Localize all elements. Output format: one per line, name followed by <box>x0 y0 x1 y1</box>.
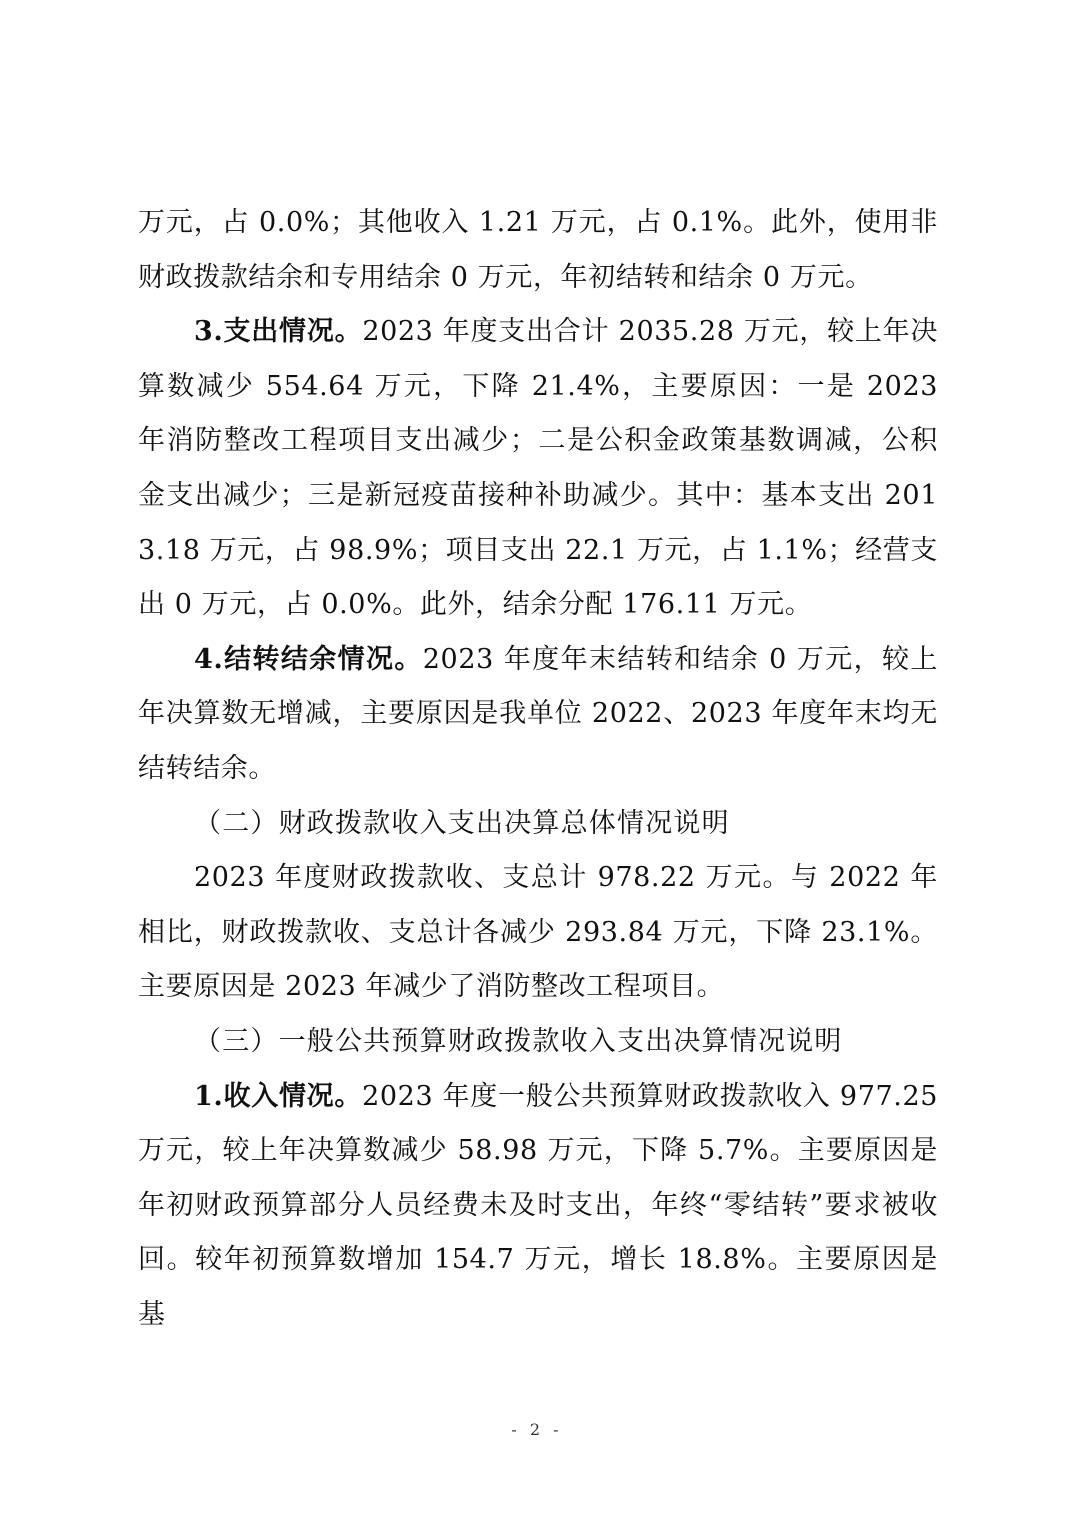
paragraph-lead-income: 1.收入情况。 <box>194 1080 363 1112</box>
paragraph-lead-expenditure: 3.支出情况。 <box>194 316 363 348</box>
paragraph-text: 2023 年度支出合计 2035.28 万元，较上年决算数减少 554.64 万元，下降 21.4%，主要原因：一是 2023 年消防整改工程项目支出减少；二是公积金政策基数调减，公积金支出减少；三是新冠疫苗接种补助减少。其中：基本支出 2013.18 万元，占 98.9%；项目支出 22.1 万元，占 1.1%；经营支出 0 万元，占 0.0%。此外，结余分配 176.11 万元。 <box>138 316 938 621</box>
section-heading-general-budget: （三）一般公共预算财政拨款收入支出决算情况说明 <box>194 1025 843 1057</box>
paragraph-text: 2023 年度一般公共预算财政拨款收入 977.25 万元，较上年决算数减少 58.98 万元，下降 5.7%。主要原因是年初财政预算部分人员经费未及时支出，年终“零结转”要求被收回。较年初预算数增加 154.7 万元，增长 18.8%。主要原因是基 <box>138 1080 939 1330</box>
paragraph-text: 万元，占 0.0%；其他收入 1.21 万元，占 0.1%。此外，使用非财政拨款结余和专用结余 0 万元，年初结转和结余 0 万元。 <box>138 207 938 293</box>
paragraph-expenditure <box>138 305 938 633</box>
paragraph-text: 2023 年度财政拨款收、支总计 978.22 万元。与 2022 年相比，财政拨款收、支总计各减少 293.84 万元，下降 23.1%。主要原因是 2023 年减少了消防整改工程项目。 <box>138 862 938 1003</box>
paragraph-lead-carryover: 4.结转结余情况。 <box>194 643 423 675</box>
paragraph-other-income <box>138 196 938 305</box>
paragraph-income <box>138 1070 938 1343</box>
page-number: - 2 - <box>511 1420 563 1439</box>
document-body <box>138 196 938 1342</box>
paragraph-fiscal-overall <box>138 851 938 1015</box>
paragraph-carryover <box>138 633 938 797</box>
paragraph-text: 2023 年度年末结转和结余 0 万元，较上年决算数无增减，主要原因是我单位 2022、2023 年度年末均无结转结余。 <box>138 643 938 784</box>
section-heading-fiscal-overall: （二）财政拨款收入支出决算总体情况说明 <box>194 807 730 839</box>
